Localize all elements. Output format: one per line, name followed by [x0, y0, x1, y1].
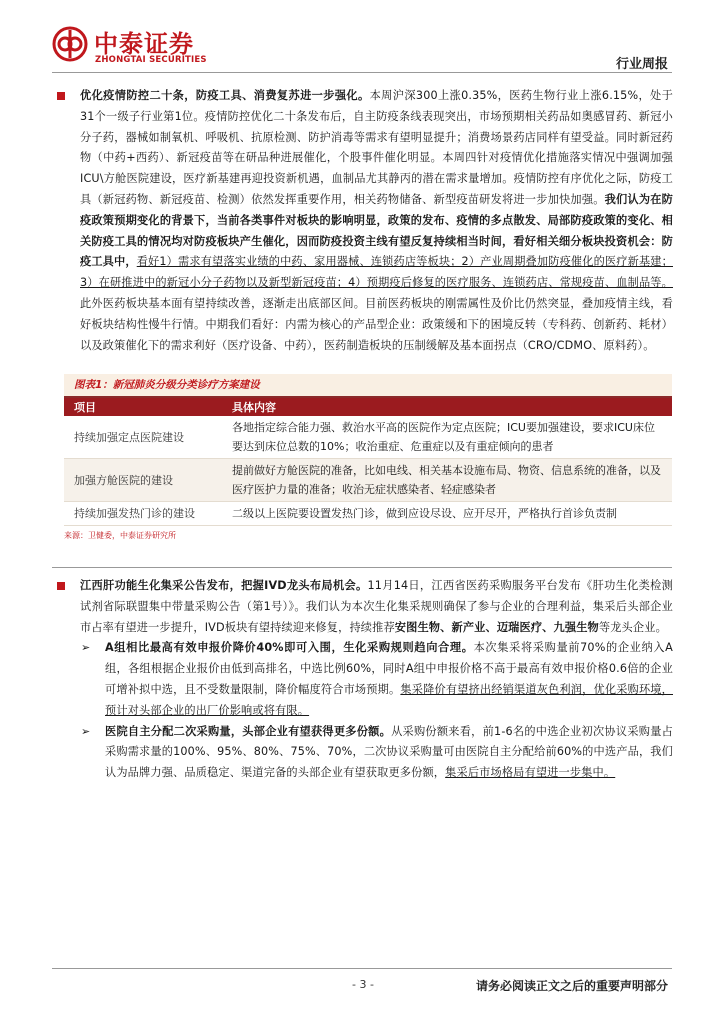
logo-text-en: ZHONGTAI SECURITIES	[95, 55, 207, 65]
table-cell-content: 各地指定综合能力强、救治水平高的医院作为定点医院；ICU要加强建设，要求ICU床位要达到床位总数的10%；收治重症、危重症以及有重症倾向的患者	[222, 416, 672, 459]
paragraph-text-2: 此外医药板块基本面有望持续改善，逐渐走出底部区间。目前医药板块的刚需属性及价比仍然突显，叠加疫情主线，看好板块结构性慢牛行情。中期我们看好：内需为核心的产品型企业：政策缓和下的困境反转（专科药、创新药、耗材）以及政策催化下的需求利好（医疗设备、中药），医药制造板块的压制缓解及基本面拐点（CRO/CDMO、原料药）。	[80, 296, 673, 352]
table-row	[64, 416, 672, 459]
table-cell-item: 持续加强定点医院建设	[64, 416, 222, 459]
table-cell-content: 二级以上医院要设置发热门诊，做到应设尽设、应开尽开，严格执行首诊负责制	[222, 502, 672, 526]
table-cell-content: 提前做好方舱医院的准备，比如电线、相关基本设施布局、物资、信息系统的准备，以及医疗医护力量的准备；收治无症状感染者、轻症感染者	[222, 459, 672, 502]
section-divider	[52, 567, 672, 568]
table-cell-item: 加强方舱医院的建设	[64, 459, 222, 502]
treatment-table	[64, 398, 672, 526]
page-header	[0, 0, 724, 80]
table-caption: 图表1：新冠肺炎分级分类诊疗方案建设	[64, 374, 672, 398]
paragraph-text: 11月14日，江西省医药采购服务平台发布《肝功生化类检测试剂省际联盟集中带量采购公告（第1号）》。我们认为本次生化集采规则确保了参与企业的合理利益，集采后头部企业市占率有望进一步提升，IVD板块有望持续迎来修复，持续推荐	[80, 579, 673, 634]
section-epidemic-policy	[55, 86, 673, 356]
paragraph-epidemic-policy	[55, 86, 673, 356]
paragraph-end: 等龙头企业。	[598, 620, 667, 634]
subpoint-text: 本次集采将采购量前70%的企业纳入A组，各组根据企业报价由低到高排名，中选比例60%，同时A组中申报价格不高于最高有效申报价格0.6倍的企业可增补拟中选，且不受数量限制，降价幅度符合市场预期。	[105, 641, 673, 696]
subpoint-a-group	[55, 638, 673, 721]
bullet-square-icon	[57, 92, 65, 100]
table-header-item: 项目	[64, 398, 222, 416]
footer-divider	[52, 968, 672, 969]
disclaimer-note: 请务必阅读正文之后的重要声明部分	[475, 979, 668, 993]
table-row	[64, 502, 672, 526]
paragraph-underlined: 看好1）需求有望落实业绩的中药、家用器械、连锁药店等板块；2）产业周期叠加防疫催化的医疗新基建；3）在研推进中的新冠小分子药物以及新型新冠疫苗；4）预期疫后修复的医疗服务、连锁药店、常规疫苗、血制品等。	[80, 255, 673, 290]
subpoint-text: 从采购份额来看，前1-6名的中选企业初次协议采购量占采购需求量的100%、95%、80%、75%、70%，二次协议采购量可由医院自主分配给前60%的中选产品，我们认为品牌力强、品质稳定、渠道完备的头部企业有望获取更多份额，	[105, 724, 673, 780]
report-type-label: 行业周报	[615, 57, 668, 72]
subpoint-hospital-allocation	[55, 722, 673, 784]
subpoint-lead: 医院自主分配二次采购量，头部企业有望获得更多份额。	[105, 724, 392, 738]
arrow-bullet-icon: ➢	[81, 641, 91, 655]
subpoint-lead: A组相比最高有效申报价降价40%即可入围，生化采购规则趋向合理。	[105, 641, 474, 655]
paragraph-ivd	[55, 576, 673, 638]
paragraph-bold: 我们认为在防疫政策预期变化的背景下，当前各类事件对板块的影响明显，政策的发布、疫情的多点散发、局部防疫政策的变化、相关防疫工具的情况均对防疫板块产生催化，因而防疫投资主线有望反复持续相当时间，看好相关细分板块投资机会：防疫工具中，	[80, 192, 674, 269]
header-divider	[52, 72, 672, 73]
paragraph-bold: 安图生物、新产业、迈瑞医疗、九强生物	[394, 620, 599, 634]
table-cell-item: 持续加强发热门诊的建设	[64, 502, 222, 526]
table-treatment-plan	[64, 374, 672, 541]
page-number: - 3 -	[352, 978, 374, 991]
subpoint-underlined: 集采降价有望挤出经销渠道灰色利润，优化采购环境，预计对头部企业的出厂价影响或将有限。	[105, 682, 673, 717]
zhongtai-logo-icon	[52, 26, 88, 62]
table-source: 来源：卫健委，中泰证券研究所	[64, 531, 176, 540]
section-ivd	[55, 576, 673, 784]
logo-text-cn: 中泰证券	[94, 30, 194, 58]
arrow-bullet-icon: ➢	[81, 724, 91, 738]
paragraph-text: 本周沪深300上涨0.35%，医药生物行业上涨6.15%，处于31个一级子行业第1位。疫情防控优化二十条发布后，自主防疫条线表现突出，市场预期相关药品如奥感冒药、新冠小分子药，器械如制氧机、呼吸机、抗原检测、防护消毒等需求有望明显提升；消费场景药店同样有望受益。同时新冠药物（中药+西药）、新冠疫苗等在研品种进展催化，个股事件催化明显。本周四针对疫情优化措施落实情况中强调加强ICU\方舱医院建设，医疗新基建再迎投资新机遇，血制品尤其静丙的潜在需求量增加。疫情防控有序优化之际，防疫工具（新冠药物、新冠疫苗、检测）依然发挥重要作用，相关药物储备、新型疫苗研发将进一步加快加强。	[80, 89, 673, 206]
bullet-square-icon	[57, 582, 65, 590]
paragraph-lead: 优化疫情防控二十条，防疫工具、消费复苏进一步强化。	[80, 89, 370, 102]
subpoint-underlined: 集采后市场格局有望进一步集中。	[445, 766, 616, 780]
paragraph-lead: 江西肝功能生化集采公告发布，把握IVD龙头布局机会。	[80, 579, 368, 592]
table-row	[64, 459, 672, 502]
table-header-content: 具体内容	[222, 398, 672, 416]
